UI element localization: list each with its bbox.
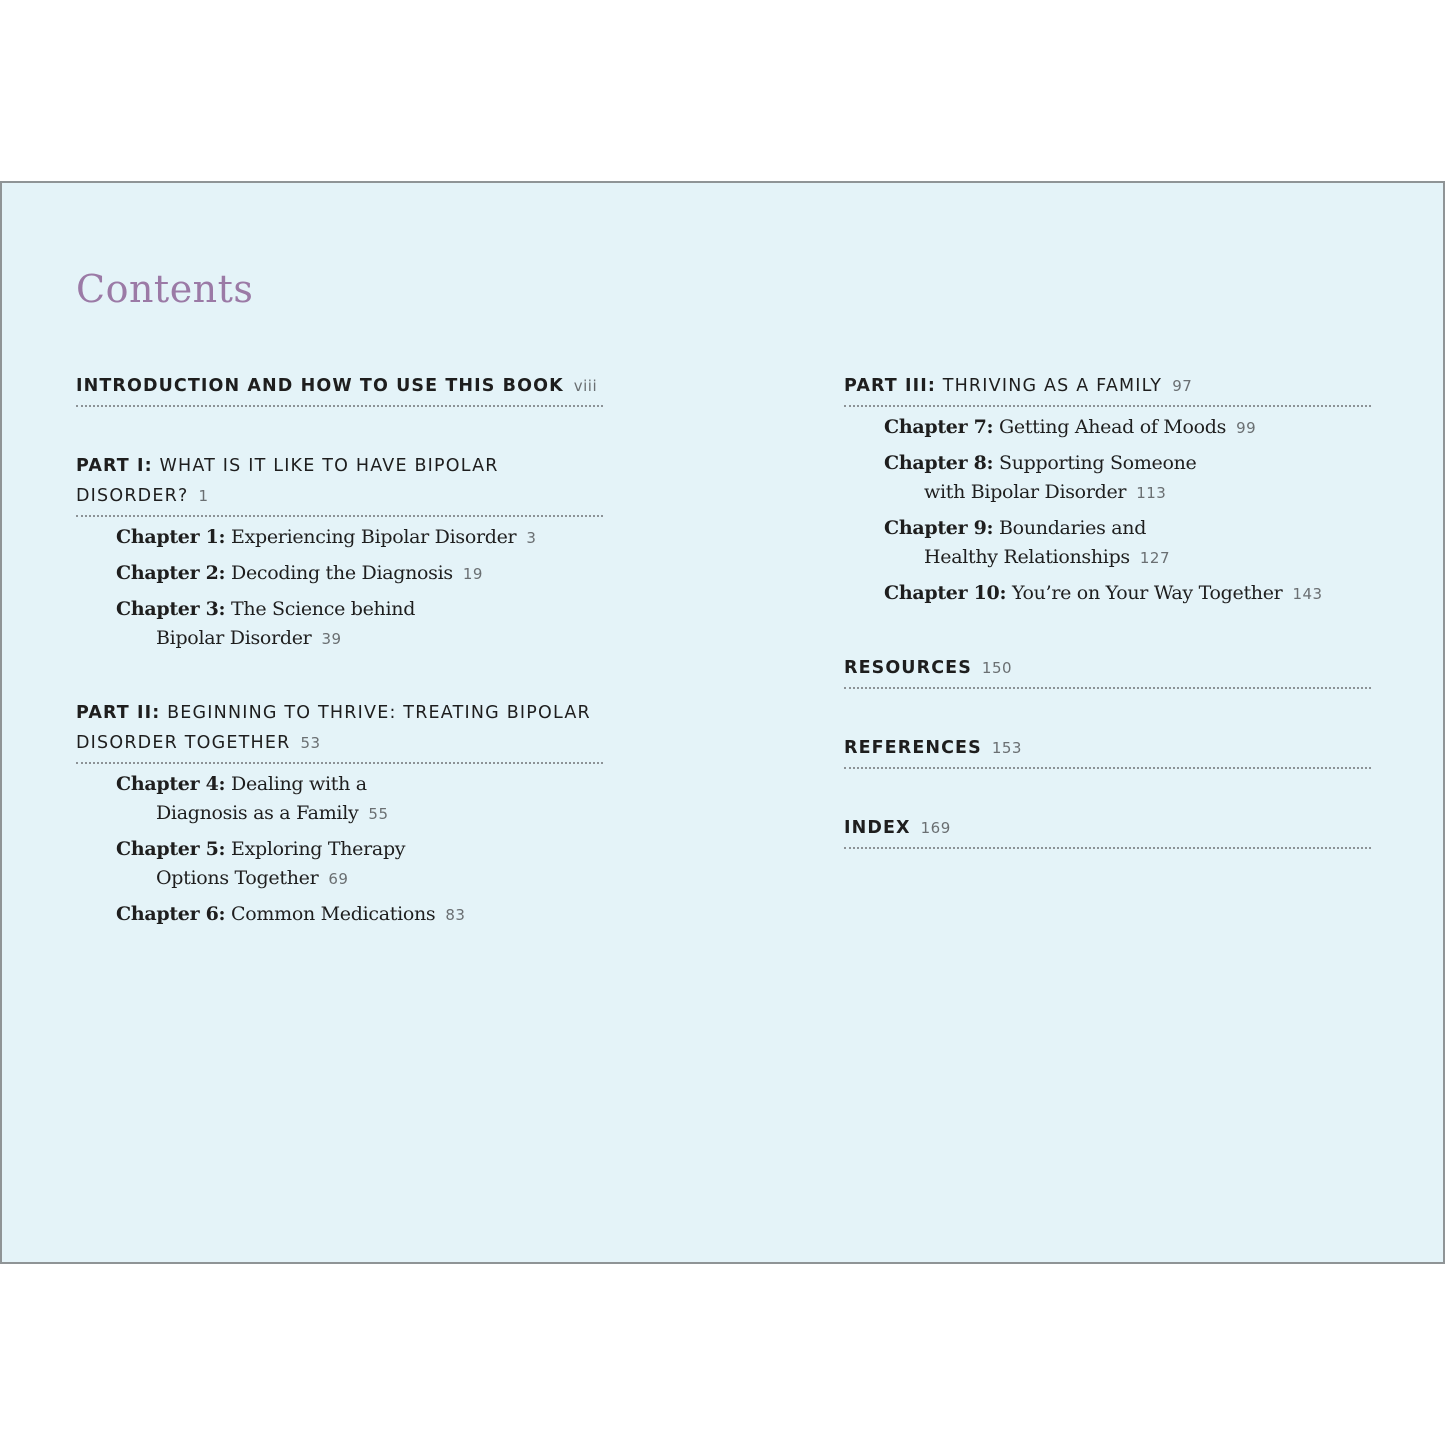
part-label: PART III: <box>844 376 936 396</box>
toc-section-index[interactable] <box>844 813 1371 849</box>
toc-section-references[interactable] <box>844 733 1371 769</box>
page-number: 169 <box>920 819 951 837</box>
chapter-title-line-2: with Bipolar Disorder <box>924 481 1127 503</box>
book-page <box>0 181 1445 1264</box>
chapter-number: Chapter 4: <box>116 773 226 795</box>
chapter-title-line-2: Options Together <box>156 867 319 889</box>
section-title: RESOURCES <box>844 658 972 678</box>
chapter-title: The Science behind <box>231 598 416 620</box>
page-number: 69 <box>328 870 349 888</box>
page-number: 39 <box>321 630 342 648</box>
chapter-number: Chapter 2: <box>116 562 226 584</box>
chapter-number: Chapter 8: <box>884 452 994 474</box>
page-number: 150 <box>981 659 1013 677</box>
toc-section-introduction[interactable] <box>76 371 603 407</box>
chapter-number: Chapter 5: <box>116 838 226 860</box>
toc-chapter-9[interactable] <box>884 514 1371 573</box>
chapter-number: Chapter 1: <box>116 526 226 548</box>
page-number: 3 <box>526 529 537 547</box>
toc-chapter-6[interactable] <box>116 900 603 930</box>
chapter-title-continued <box>884 543 1371 573</box>
chapter-number: Chapter 10: <box>884 582 1007 604</box>
chapter-number: Chapter 6: <box>116 903 226 925</box>
section-title: INDEX <box>844 818 911 838</box>
chapter-title: Common Medications <box>231 903 436 925</box>
toc-chapter-1[interactable] <box>116 523 603 553</box>
page-title: Contents <box>76 267 254 311</box>
chapter-title: Getting Ahead of Moods <box>999 416 1227 438</box>
chapter-title: Supporting Someone <box>999 452 1197 474</box>
chapter-title-continued <box>884 478 1371 508</box>
chapter-title-line-2: Healthy Relationships <box>924 546 1130 568</box>
chapter-title-continued <box>116 864 603 894</box>
page-number: 19 <box>462 565 483 583</box>
chapter-list-part-3 <box>844 413 1371 609</box>
chapter-title: You’re on Your Way Together <box>1011 582 1283 604</box>
page-number: 153 <box>991 739 1022 757</box>
chapter-number: Chapter 7: <box>884 416 994 438</box>
page-number: 53 <box>300 734 321 752</box>
toc-section-part-3[interactable] <box>844 371 1371 407</box>
chapter-title: Decoding the Diagnosis <box>231 562 453 584</box>
toc-section-resources[interactable] <box>844 653 1371 689</box>
toc-chapter-4[interactable] <box>116 770 603 829</box>
page-number: 127 <box>1139 549 1171 567</box>
page-number: 143 <box>1292 585 1323 603</box>
chapter-title-line-2: Bipolar Disorder <box>156 627 312 649</box>
chapter-list-part-2 <box>76 770 603 930</box>
section-title: BEGINNING TO THRIVE: TREATING BIPOLAR DISORDER TOGETHER <box>76 703 591 753</box>
section-title: THRIVING AS A FAMILY <box>942 376 1163 396</box>
contents-left-column <box>76 371 603 936</box>
chapter-number: Chapter 9: <box>884 517 994 539</box>
chapter-title-line-2: Diagnosis as a Family <box>156 802 359 824</box>
chapter-number: Chapter 3: <box>116 598 226 620</box>
toc-chapter-5[interactable] <box>116 835 603 894</box>
page-number: 113 <box>1136 484 1167 502</box>
section-title: REFERENCES <box>844 738 982 758</box>
chapter-title-continued <box>116 799 603 829</box>
chapter-title: Exploring Therapy <box>231 838 406 860</box>
page-number: 1 <box>198 487 209 505</box>
toc-section-part-2[interactable] <box>76 698 603 764</box>
toc-chapter-10[interactable] <box>884 579 1371 609</box>
page-number: 55 <box>368 805 389 823</box>
toc-section-part-1[interactable] <box>76 451 603 517</box>
page-number: 99 <box>1236 419 1257 437</box>
section-title: INTRODUCTION AND HOW TO USE THIS BOOK <box>76 376 564 396</box>
toc-chapter-8[interactable] <box>884 449 1371 508</box>
chapter-title: Experiencing Bipolar Disorder <box>231 526 517 548</box>
section-title: WHAT IS IT LIKE TO HAVE BIPOLAR DISORDER? <box>76 456 499 506</box>
chapter-title: Boundaries and <box>999 517 1147 539</box>
contents-right-column <box>844 371 1371 849</box>
toc-chapter-7[interactable] <box>884 413 1371 443</box>
page-number: viii <box>573 377 598 395</box>
chapter-title-continued <box>116 624 603 654</box>
chapter-title: Dealing with a <box>231 773 367 795</box>
part-label: PART I: <box>76 456 153 476</box>
page-number: 83 <box>445 906 466 924</box>
page-number: 97 <box>1172 377 1193 395</box>
part-label: PART II: <box>76 703 161 723</box>
chapter-list-part-1 <box>76 523 603 654</box>
toc-chapter-3[interactable] <box>116 595 603 654</box>
toc-chapter-2[interactable] <box>116 559 603 589</box>
